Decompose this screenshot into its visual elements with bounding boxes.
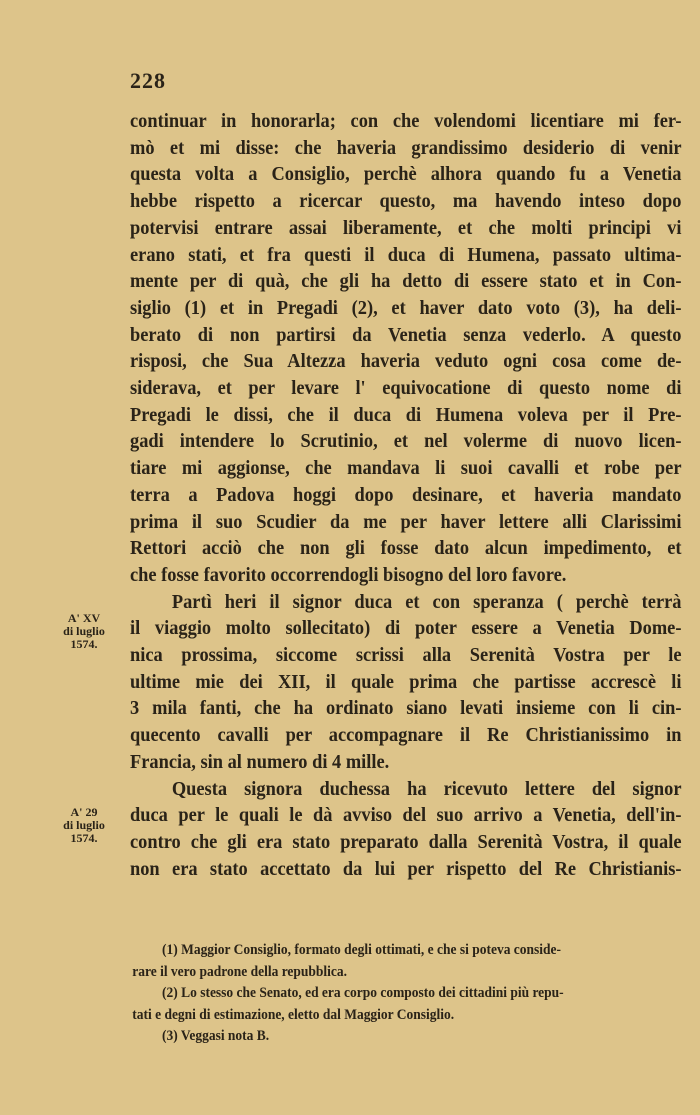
margin-note-date (52, 612, 116, 651)
text-line: continuar in honorarla; con che volendomi licentiare mi fer- (130, 110, 682, 132)
text-line: potervisi entrare assai liberamente, et che molti principi vi (130, 216, 682, 239)
text-line: Pregadi le dissi, che il duca di Humena voleva per il Pre- (130, 403, 682, 426)
text-line: tiare mi aggionse, che mandava li suoi cavalli et robe per (130, 457, 682, 480)
margin-note-line: di luglio (63, 624, 105, 638)
text-line: erano stati, et fra questi il duca di Humena, passato ultima- (130, 243, 682, 266)
text-line: gadi intendere lo Scrutinio, et nel volerme di nuovo licen- (130, 430, 682, 453)
text-line: che fosse favorito occorrendogli bisogno del loro favore. (130, 563, 567, 586)
text-line: nica prossima, siccome scrissi alla Serenità Vostra per le (130, 644, 682, 667)
footnote-line: tati e degni di estimazione, eletto dal Maggior Consiglio. (132, 1006, 455, 1023)
text-line: questa volta a Consiglio, perchè alhora quando fu a Venetia (130, 163, 682, 186)
footnote-line: (2) Lo stesso che Senato, ed era corpo composto dei cittadini più repu- (162, 985, 564, 1001)
text-line: 3 mila fanti, che ha ordinato siano levati insieme con li cin- (130, 697, 682, 720)
text-line: terra a Padova hoggi dopo desinare, et haveria mandato (130, 483, 682, 506)
text-line: mò et mi disse: che haveria grandissimo desiderio di venir (130, 136, 682, 159)
text-line: contro che gli era stato preparato dalla Serenità Vostra, il quale (130, 830, 682, 853)
page-number: 228 (130, 68, 166, 93)
text-line: Francia, sin al numero di 4 mille. (130, 750, 390, 773)
text-line: prima il suo Scudier da me per haver lettere alli Clarissimi (130, 510, 682, 533)
margin-note-line: A' XV (67, 611, 101, 625)
margin-note-line: 1574. (70, 831, 98, 845)
footnote-line: rare il vero padrone della repubblica. (132, 963, 348, 980)
margin-note-line: di luglio (63, 818, 105, 832)
text-line: quecento cavalli per accompagnare il Re Christianissimo in (130, 724, 682, 747)
text-line: il viaggio molto sollecitato) di poter essere a Venetia Dome- (130, 617, 682, 640)
text-line: Partì heri il signor duca et con speranza ( perchè terrà (171, 590, 682, 613)
text-line: mente per di quà, che gli ha detto di essere stato et in Con- (130, 270, 682, 293)
margin-note-line: 1574. (70, 637, 98, 651)
margin-note-date (52, 806, 116, 845)
text-line: risposi, che Sua Altezza haveria veduto ogni cosa come de- (130, 350, 682, 373)
text-line: siderava, et per levare l' equivocatione di questo nome di (130, 377, 682, 400)
text-line: Questa signora duchessa ha ricevuto lettere del signor (171, 777, 682, 800)
main-text (130, 108, 681, 882)
footnote-line: (1) Maggior Consiglio, formato degli ottimati, e che si poteva conside- (162, 942, 562, 958)
footnote-line: (3) Veggasi nota B. (162, 1028, 270, 1044)
text-line: duca per le quali le dà avviso del suo arrivo a Venetia, dell'in- (130, 804, 682, 827)
text-line: ultime mie dei XII, il quale prima che partisse accrescè li (130, 670, 682, 693)
text-line: berato di non partirsi da Venetia senza vederlo. A questo (130, 323, 682, 346)
footnotes (132, 940, 683, 1048)
text-line: non era stato accettato da lui per rispetto del Re Christianis- (130, 857, 682, 880)
margin-note-line: A' 29 (70, 805, 98, 819)
text-line: Rettori acciò che non gli fosse dato alcun impedimento, et (130, 537, 682, 560)
text-line: siglio (1) et in Pregadi (2), et haver dato voto (3), ha deli- (130, 296, 682, 319)
text-line: hebbe rispetto a ricercar questo, ma havendo inteso dopo (130, 190, 682, 213)
